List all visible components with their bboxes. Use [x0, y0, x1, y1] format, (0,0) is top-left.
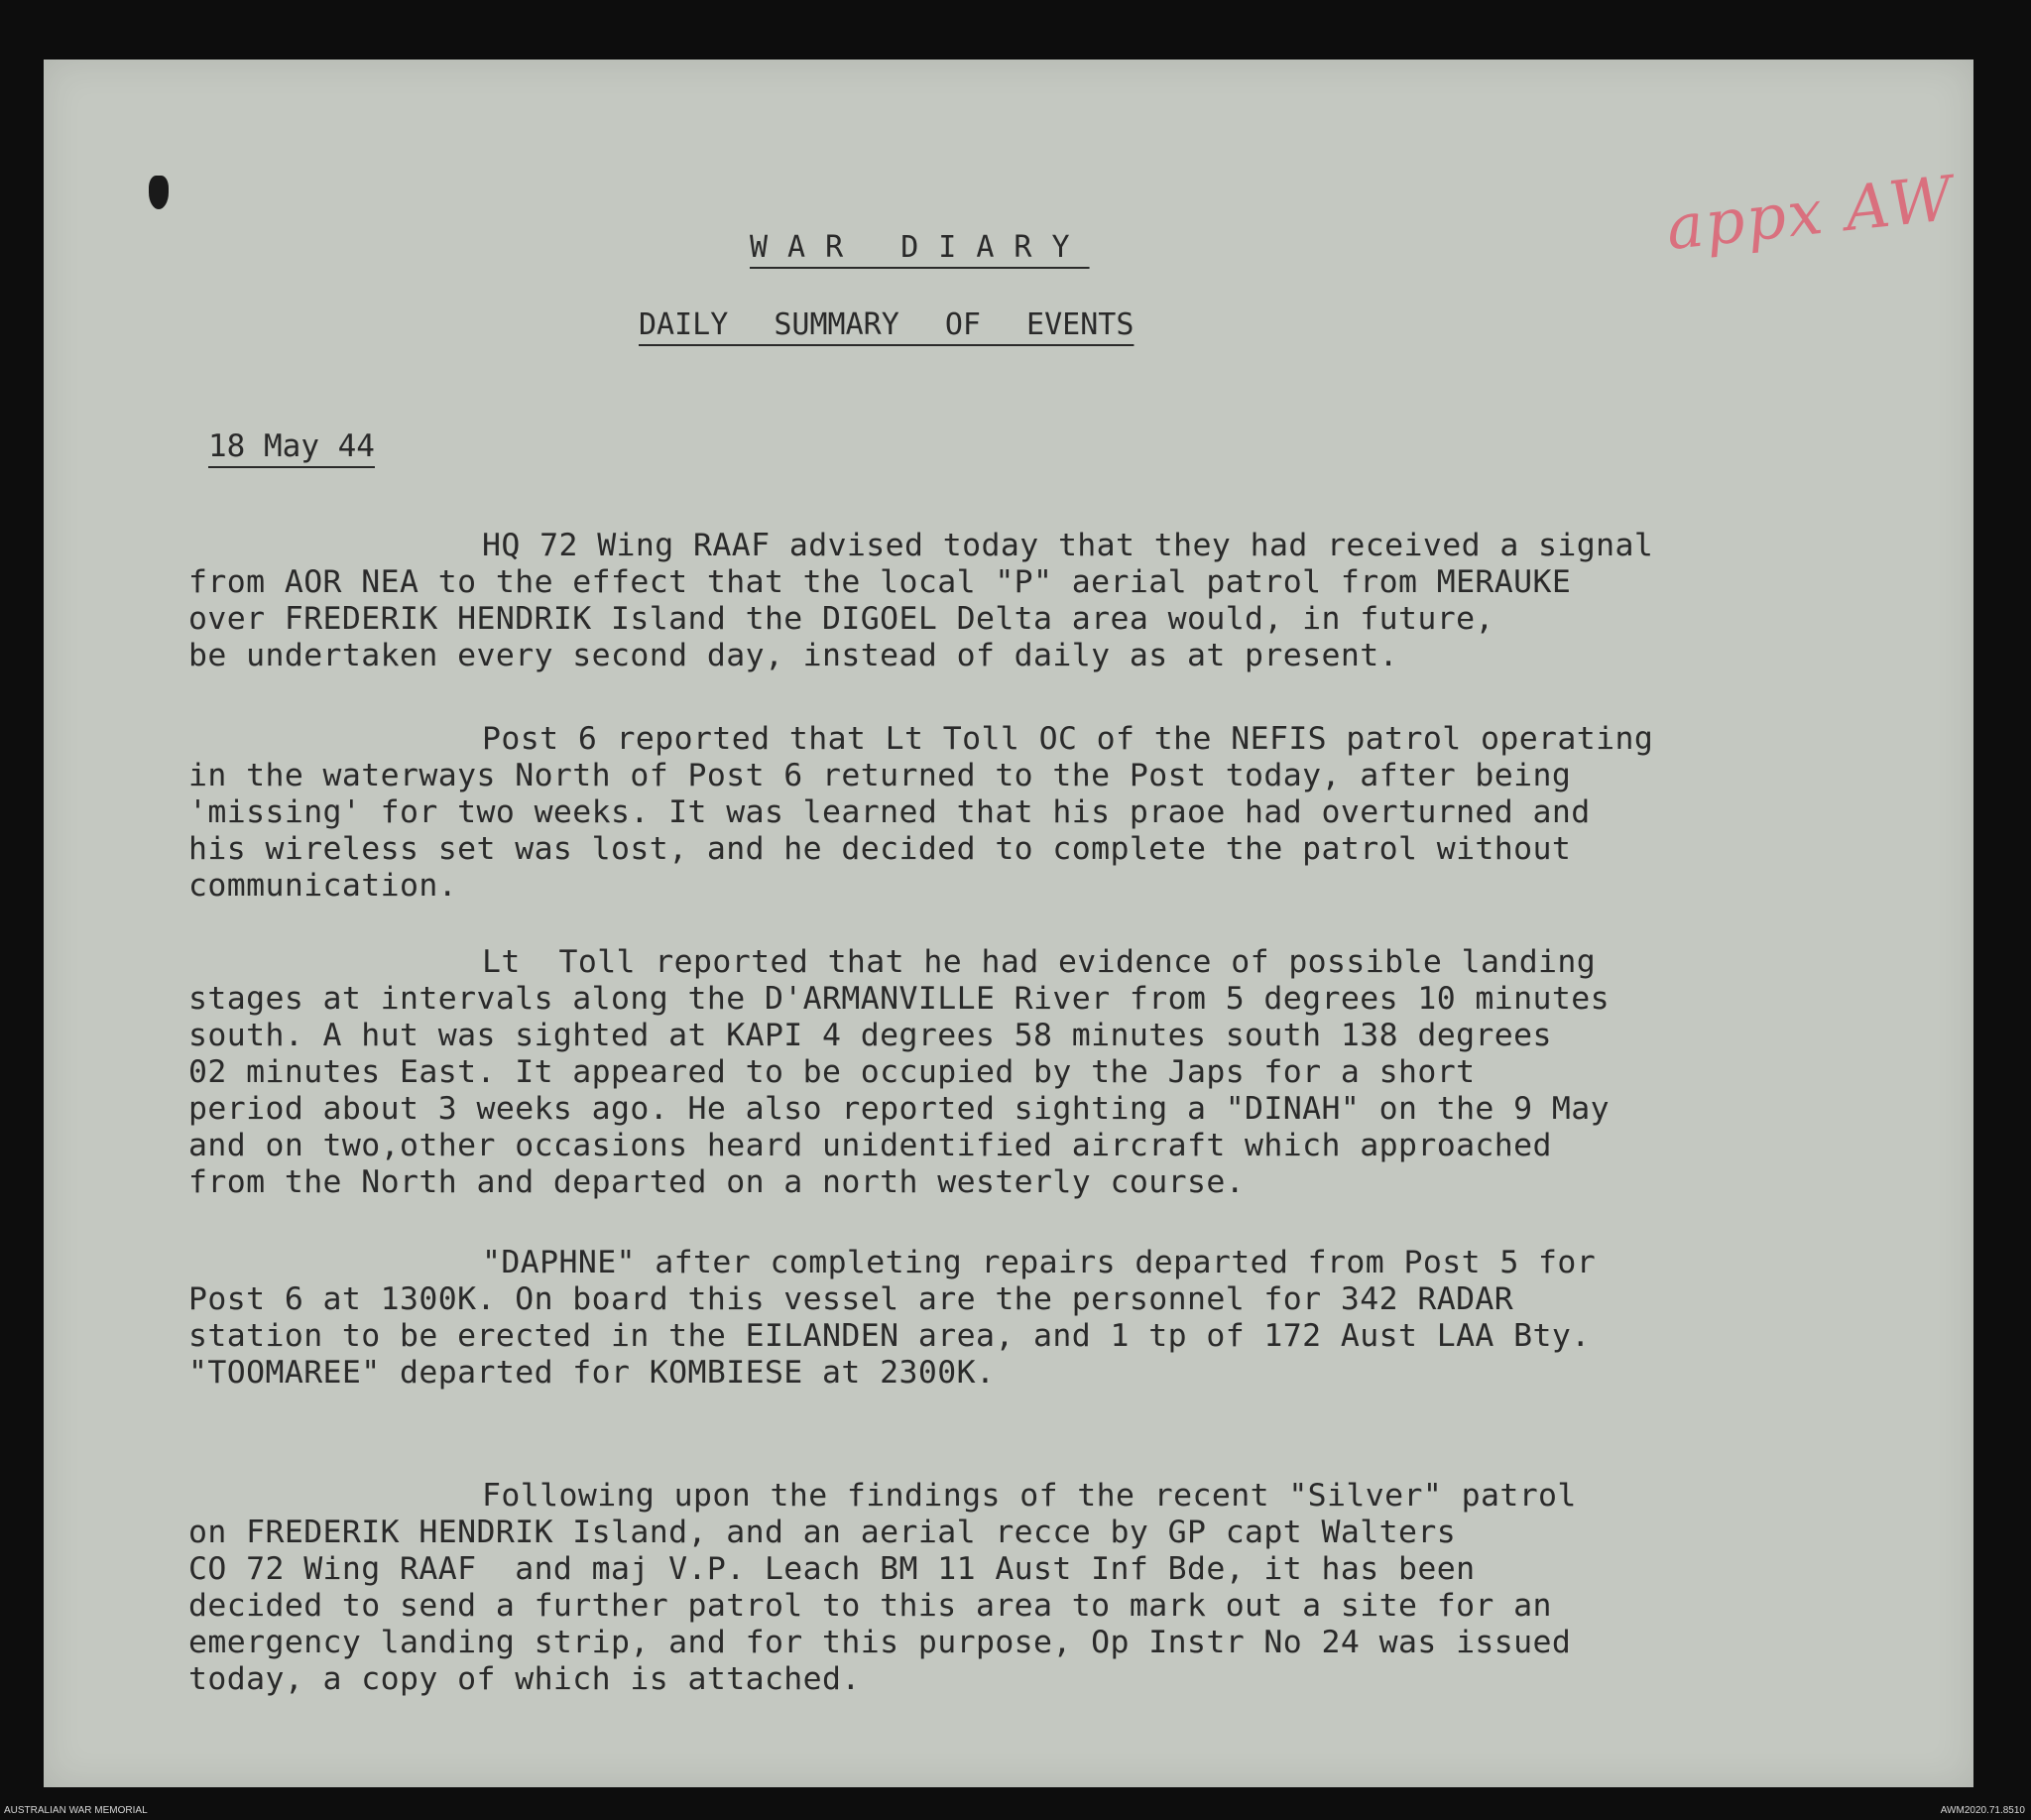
paragraph-line: south. A hut was sighted at KAPI 4 degrees 58 minutes south 138 degrees: [188, 1018, 1552, 1053]
accession-number: AWM2020.71.8510: [1940, 1805, 2025, 1816]
paragraph-line: Following upon the findings of the recent "Silver" patrol: [482, 1478, 1577, 1514]
paragraph-line: 'missing' for two weeks. It was learned that his praoe had overturned and: [188, 794, 1591, 830]
paragraph-line: today, a copy of which is attached.: [188, 1661, 861, 1697]
paragraph-4: [188, 1245, 1934, 1392]
paragraph-line: in the waterways North of Post 6 returned to the Post today, after being: [188, 758, 1572, 793]
paragraph-line: period about 3 weeks ago. He also reported sighting a "DINAH" on the 9 May: [188, 1091, 1610, 1127]
punch-hole: [149, 176, 169, 209]
paragraph-line: HQ 72 Wing RAAF advised today that they had received a signal: [482, 528, 1654, 563]
entry-date: 18 May 44: [208, 428, 375, 464]
paragraph-1: [188, 528, 1934, 674]
paragraph-line: be undertaken every second day, instead of daily as at present.: [188, 638, 1398, 673]
paragraph-2: [188, 721, 1934, 905]
paragraph-line: CO 72 Wing RAAF and maj V.P. Leach BM 11 Aust Inf Bde, it has been: [188, 1551, 1476, 1587]
page-subtitle: DAILY SUMMARY OF EVENTS: [639, 307, 1135, 342]
page-title: WAR DIARY: [750, 230, 1090, 265]
paragraph-line: his wireless set was lost, and he decided to complete the patrol without: [188, 831, 1572, 867]
paragraph-line: from AOR NEA to the effect that the local "P" aerial patrol from MERAUKE: [188, 564, 1572, 600]
paragraph-line: on FREDERIK HENDRIK Island, and an aerial recce by GP capt Walters: [188, 1515, 1457, 1550]
paragraph-line: Lt Toll reported that he had evidence of possible landing: [482, 944, 1597, 980]
paragraph-line: station to be erected in the EILANDEN area, and 1 tp of 172 Aust LAA Bty.: [188, 1318, 1591, 1354]
paragraph-line: over FREDERIK HENDRIK Island the DIGOEL Delta area would, in future,: [188, 601, 1494, 637]
paragraph-line: "DAPHNE" after completing repairs departed from Post 5 for: [482, 1245, 1597, 1280]
paragraph-3: [188, 944, 1934, 1201]
paragraph-line: from the North and departed on a north westerly course.: [188, 1164, 1246, 1200]
paragraph-line: stages at intervals along the D'ARMANVILLE River from 5 degrees 10 minutes: [188, 981, 1610, 1017]
paragraph-line: 02 minutes East. It appeared to be occupied by the Japs for a short: [188, 1054, 1476, 1090]
paragraph-line: Post 6 reported that Lt Toll OC of the NEFIS patrol operating: [482, 721, 1654, 757]
paragraph-line: and on two,other occasions heard unidentified aircraft which approached: [188, 1128, 1552, 1163]
paragraph-5: [188, 1478, 1934, 1698]
paragraph-line: "TOOMAREE" departed for KOMBIESE at 2300K.: [188, 1355, 996, 1391]
handwritten-annotation: appx AW: [1662, 161, 1959, 265]
paragraph-line: decided to send a further patrol to this area to mark out a site for an: [188, 1588, 1552, 1624]
paragraph-line: emergency landing strip, and for this purpose, Op Instr No 24 was issued: [188, 1625, 1572, 1660]
paragraph-line: Post 6 at 1300K. On board this vessel are the personnel for 342 RADAR: [188, 1281, 1514, 1317]
archive-credit: AUSTRALIAN WAR MEMORIAL: [4, 1805, 148, 1816]
paragraph-line: communication.: [188, 868, 458, 904]
